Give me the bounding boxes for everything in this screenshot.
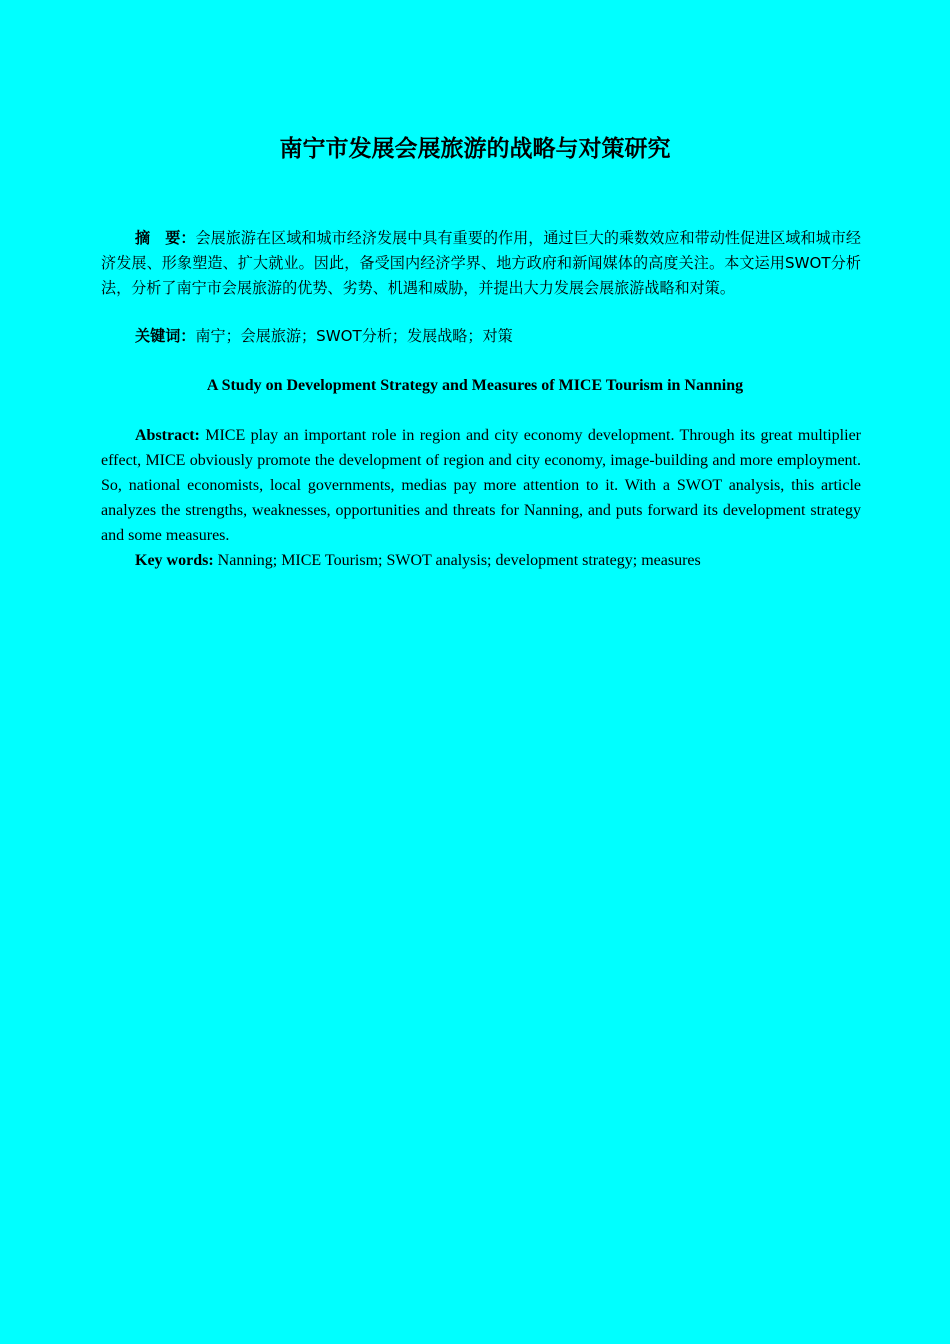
english-keywords-label: Key words:	[135, 552, 214, 569]
chinese-abstract	[101, 226, 861, 300]
chinese-abstract-text: 会展旅游在区域和城市经济发展中具有重要的作用，通过巨大的乘数效应和带动性促进区域和城市经济发展、形象塑造、扩大就业。因此，备受国内经济学界、地方政府和新闻媒体的高度关注。本文运用SWOT分析法，分析了南宁市会展旅游的优势、劣势、机遇和威胁，并提出大力发展会展旅游战略和对策。	[101, 229, 861, 297]
english-abstract-label: Abstract:	[135, 427, 200, 444]
chinese-keywords-text: 南宁；会展旅游；SWOT分析；发展战略；对策	[195, 327, 513, 345]
english-abstract-text: MICE play an important role in region and city economy development. Through its great multiplier effect, MICE obviously promote the development of region and city economy, image-building and more employment. So, national economists, local governments, medias pay more attention to it. With a SWOT analysis, this article analyzes the strengths, weaknesses, opportunities and threats for Nanning, and puts forward its development strategy and some measures.	[101, 427, 861, 544]
english-keywords	[101, 548, 861, 573]
english-keywords-text: Nanning; MICE Tourism; SWOT analysis; development strategy; measures	[213, 552, 701, 569]
chinese-abstract-label: 摘 要：	[135, 229, 196, 247]
english-title: A Study on Development Strategy and Measures of MICE Tourism in Nanning	[206, 377, 744, 394]
chinese-keywords	[101, 324, 861, 349]
english-abstract	[101, 423, 861, 548]
chinese-keywords-label: 关键词：	[135, 327, 196, 345]
chinese-title: 南宁市发展会展旅游的战略与对策研究	[279, 136, 671, 162]
